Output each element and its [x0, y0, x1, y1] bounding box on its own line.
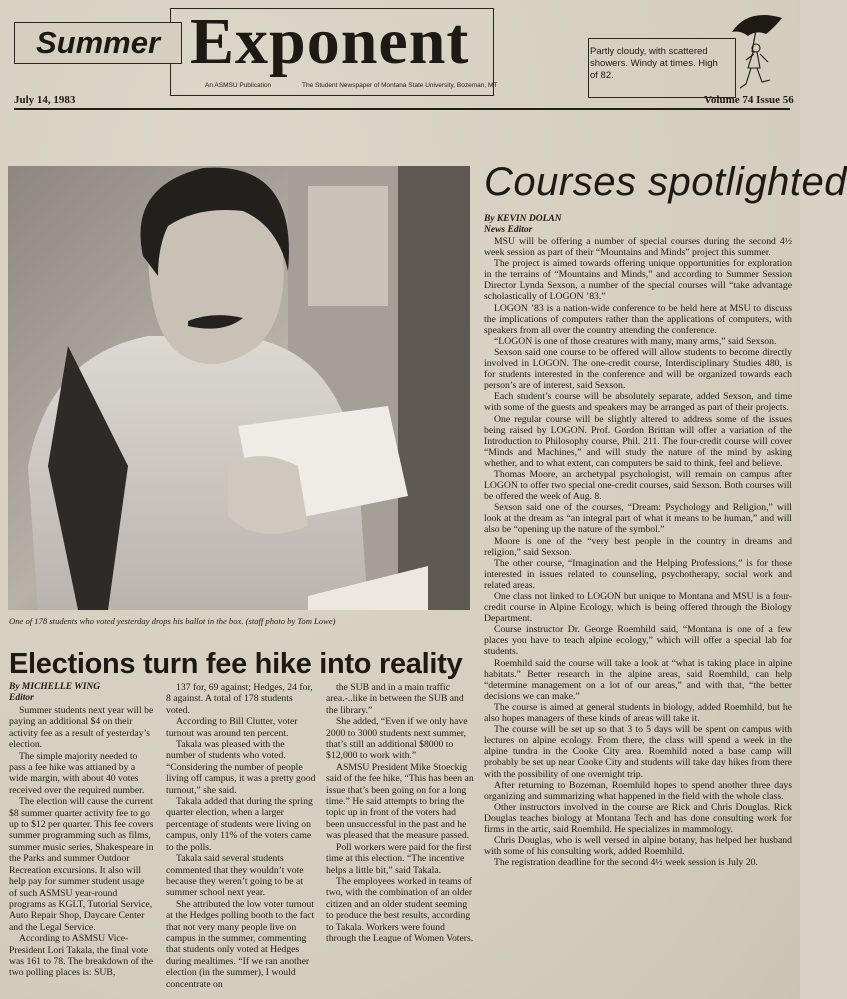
elections-paragraph: She attributed the low voter turnout at the Hedges polling booth to the fact that not very many people live on campus in the summer, commenting that students only voted at Hedges during mealtimes. “If we ran another election (in the summer), I would concentrate on: [166, 898, 315, 990]
courses-paragraph: Chris Douglas, who is well versed in alpine botany, has helped her husband with some of his consulting work, added Roemhild.: [484, 835, 792, 858]
courses-paragraph: MSU will be offering a number of special courses during the second 4½ week session as part of their “Mountains and Minds” project this summer.: [484, 236, 792, 259]
issue-volume: Volume 74 Issue 56: [704, 94, 794, 106]
elections-paragraph: 137 for, 69 against; Hedges, 24 for, 8 against. A total of 178 students voted.: [166, 682, 313, 716]
courses-paragraph: The course is aimed at general students in biology, added Roemhild, but he also hopes managers of these kinds of areas will take it.: [484, 701, 792, 725]
elections-paragraph: ASMSU President Mike Stoeckig said of the fee hike, “This has been an issue that’s been going on for a long time.” He said attempts to bring the topic up in front of the voters had been unsuccessful in the past and he was pleased that the measure passed.: [326, 761, 474, 842]
courses-paragraph: Course instructor Dr. George Roemhild said, “Montana is one of a few places you have to teach alpine ecology,” which will offer a special lab for students.: [484, 624, 792, 658]
courses-paragraph: Each student’s course will be absolutely separate, added Sexson, and time with some of the guests and speakers may be arranged as part of their projects.: [484, 391, 792, 414]
masthead-summer-label: Summer: [14, 22, 182, 64]
elections-headline: Elections turn fee hike into reality: [9, 648, 463, 680]
courses-paragraph: One class not linked to LOGON but unique to Montana and MSU is a four-credit course in Alpine Ecology, which is being offered through the Biology Department.: [484, 591, 792, 625]
elections-paragraph: According to ASMSU Vice-President Lori Takala, the final vote was 161 to 78. The breakdown of the two polling places is: SUB,: [9, 933, 154, 979]
courses-author: By KEVIN DOLAN: [484, 214, 562, 224]
courses-article-body: [484, 236, 792, 868]
elections-column-3: [326, 682, 474, 944]
courses-paragraph: “LOGON is one of those creatures with many, many arms,” said Sexson.: [494, 335, 777, 347]
courses-headline: Courses spotlighted: [484, 160, 847, 204]
umbrella-figure-icon: [726, 8, 788, 100]
elections-paragraph: She added, “Even if we only have 2000 to 3000 students next summer, that’s still an additional $8000 to $12,000 to work with.”: [326, 716, 468, 762]
elections-column-1: [9, 705, 154, 979]
courses-paragraph: Sexson said one of the courses, “Dream: Psychology and Religion,” will look at the dream as “an integral part of what it means to be human,” and will also be “opening up the nature of the symbol.”: [484, 502, 792, 536]
elections-paragraph: the SUB and in a main traffic area.-..like in between the SUB and the library.”: [326, 682, 464, 716]
courses-paragraph: The course will be set up so that 3 to 5 days will be spent on campus with lectures on alpine ecology. From there, the class will spend a week in the alpine tundra in the Cooke City area. Roemhild noted a base camp will probably be set up near Cooke City and students will take day hikes from there with the possibility of one overnight trip.: [484, 724, 792, 780]
elections-paragraph: Takala was pleased with the number of students who voted. “Considering the number of people living off campus, it was a pretty good turnout,” she said.: [166, 739, 316, 796]
issue-date: July 14, 1983: [14, 94, 76, 106]
courses-paragraph: LOGON ’83 is a nation-wide conference to be held here at MSU to discuss the implications of computers rather than the applications of computers, with speakers from all over the country attending the conference.: [484, 302, 792, 336]
courses-paragraph: Moore is one of the “very best people in the country in dreams and religion,” said Sexson.: [484, 535, 792, 558]
elections-author: By MICHELLE WING: [9, 682, 101, 692]
courses-paragraph: After returning to Bozeman, Roemhild hopes to spend another three days organizing and summarizing what happened in the field with the whole class.: [484, 779, 792, 802]
courses-byline: [484, 214, 562, 236]
elections-paragraph: Summer students next year will be paying an additional $4 on their activity fee as a result of yesterday’s election.: [9, 705, 154, 751]
elections-paragraph: According to Bill Clutter, voter turnout was around ten percent.: [166, 716, 298, 739]
elections-paragraph: The simple majority needed to pass a fee hike was attianed by a wide margin, with about 40 votes received over the required number.: [9, 750, 145, 796]
photo-caption: One of 178 students who voted yesterday drops his ballot in the box. (staff photo by Tom Lowe): [9, 616, 336, 626]
elections-paragraph: Takala added that during the spring quarter election, when a larger percentage of students were living on campus, only 11% of the voters came to the polls.: [166, 796, 313, 853]
courses-paragraph: One regular course will be slightly altered to address some of the issues being raised by LOGON. Prof. Gordon Brittan will offer a variation of the Introduction to Philosophy course, Phil. 211. The four-credit course will cover “Minds and Machines,” and will study the nature of the mind by asking whether, and to what extent, can computers be said to think, feel and believe.: [484, 413, 792, 469]
elections-paragraph: Poll workers were paid for the first time at this election. “The incentive helps a little bit,” said Takala.: [326, 841, 472, 876]
weather-forecast: Partly cloudy, with scattered showers. Windy at times. High of 82.: [590, 46, 718, 81]
courses-paragraph: Roemhild said the course will take a look at “what is taking place in alpine habitats.” Better research in the alpine areas, said Roemhild, can help “determine management on a lot of our areas,” and with that, “the better decisions we can make.”: [484, 657, 792, 702]
elections-byline: [9, 682, 100, 704]
elections-paragraph: Takala said several students commented that they wouldn’t vote because they weren’t going to be at summer school next year.: [166, 853, 304, 899]
courses-paragraph: The project is aimed towards offering unique opportunities for exploration in the terrains of “Mountains and Minds,” and according to Summer Session Director Lynda Sexson, a number of the special courses will “take advantage scholastically of LOGON ’83.”: [484, 258, 792, 303]
masthead-rule: [14, 108, 790, 110]
elections-paragraph: The employees worked in teams of two, with the combination of an older citizen and an older student seeming to produce the best results, according to Takala. Workers were found through the League of Women Voters.: [326, 875, 474, 944]
masthead-publication: An ASMSU Publication: [205, 82, 272, 89]
courses-paragraph: The other course, “Imagination and the Helping Professions,” is for those interested in issues related to counseling, psychotherapy, social work and related areas.: [484, 557, 792, 591]
masthead-title: Exponent: [190, 5, 470, 78]
elections-author-role: Editor: [9, 693, 34, 703]
courses-paragraph: The registration deadline for the second 4½ week session is July 20.: [494, 857, 758, 869]
voter-photo: [8, 166, 470, 610]
courses-paragraph: Other instructors involved in the course are Rick and Chris Douglas. Rick Douglas teaches biology at Montana Tech and has done consulting work for firms in the artic, said Roemhild. He specializes in mammology.: [484, 801, 792, 835]
courses-paragraph: Thomas Moore, an archetypal psychologist, will remain on campus after LOGON to offer two special one-credit courses, said Sexson. Both courses will be offered the week of Aug. 8.: [484, 468, 792, 503]
courses-paragraph: Sexson said one course to be offered will allow students to become directly involved in LOGON. The one-credit course, Interdisciplinary Studies 480, is for students interested in the conference and will be organized towards each person’s are of interest, said Sexson.: [484, 346, 792, 392]
courses-author-role: News Editor: [484, 225, 533, 235]
elections-column-2: [166, 682, 316, 990]
elections-paragraph: The election will cause the current $8 summer quarter activity fee to go up to $12 per quarter. This fee covers summer programming such as films, summer music series, Shakespeare in the Parks and summer Outdoor Recreation excursions. It also will help pay for summer student usage of such ASMSU year-round programs as KGLT, Tutorial Service, Auto Repair Shop, Daycare Center and the Legal Service.: [9, 796, 154, 933]
masthead-tagline: The Student Newspaper of Montana State University, Bozeman, MT: [302, 82, 498, 89]
